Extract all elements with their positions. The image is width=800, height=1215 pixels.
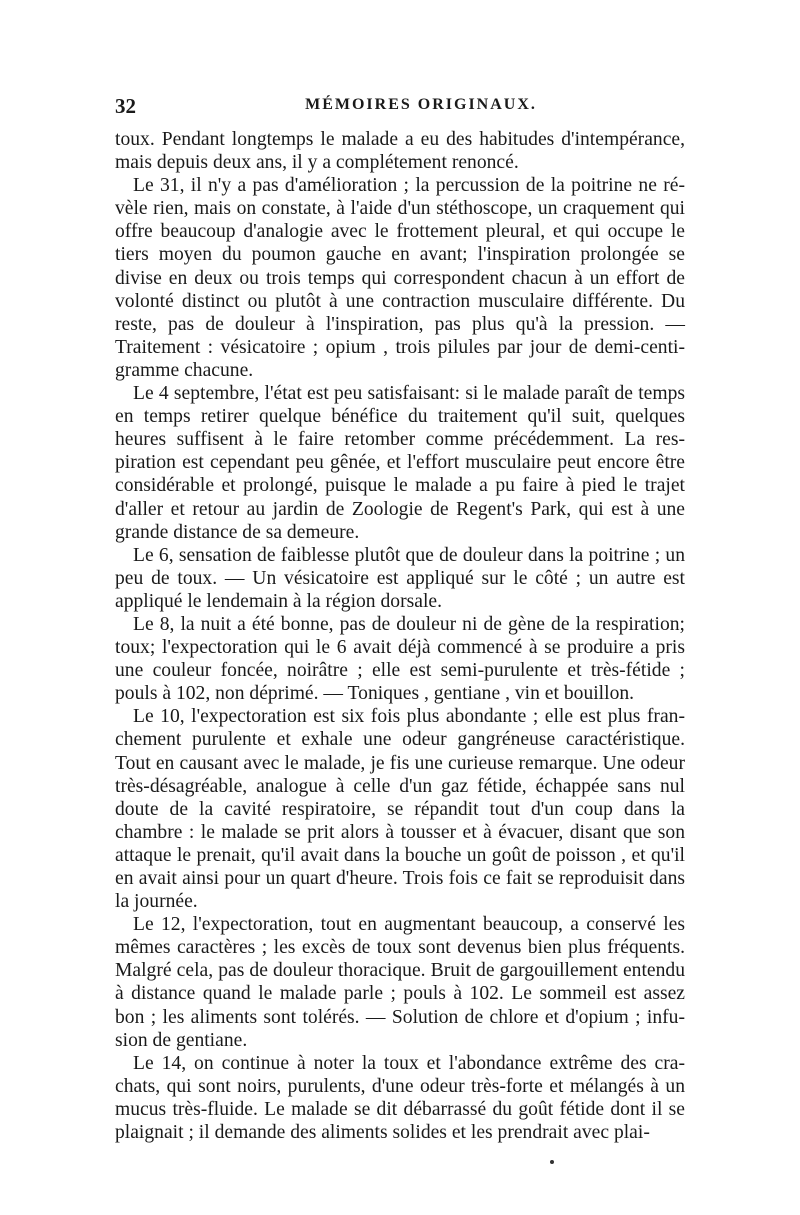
paragraph-14: Le 14, on continue à noter la toux et l'abondance extrême des crachats, qui sont noirs, purulents, d'une odeur très-forte et mélangés à un mucus très-fluide. Le malade se dit débarrassé du goût fétide dont il se plaignait ; il demande des aliments solides et les prendrait avec plai- <box>115 1052 685 1144</box>
paragraph-continuation: toux. Pendant longtemps le malade a eu des habitudes d'intempérance, mais depuis deux ans, il y a complétement renoncé. <box>115 129 685 174</box>
body-text <box>115 128 685 1144</box>
page-number: 32 <box>115 94 136 118</box>
print-speck <box>550 1160 554 1164</box>
paragraph-31: Le 31, il n'y a pas d'amélioration ; la percussion de la poitrine ne révèle rien, mais on constate, à l'aide d'un stéthoscope, un craquement qui offre beaucoup d'analogie avec le frottement pleural, et qui occupe le tiers moyen du poumon gauche en avant; l'inspiration prolongée se divise en deux ou trois temps qui correspondent chacun à un effort de volonté distinct ou plutôt à une contraction musculaire différente. Du reste, pas de douleur à l'inspiration, pas plus qu'à la pression. — Traitement : vésicatoire ; opium , trois pilules par jour de demi-centigramme chacune. <box>115 175 685 381</box>
paragraph-4-septembre: Le 4 septembre, l'état est peu satisfaisant: si le malade paraît de temps en temps retirer quelque bénéfice du traitement qu'il suit, quelques heures suffisent à le faire retomber comme précédemment. La respiration est cependant peu gênée, et l'effort musculaire peut encore être considérable et prolongé, puisque le malade a pu faire à pied le trajet d'aller et retour au jardin de Zoologie de Regent's Park, qui est à une grande distance de sa demeure. <box>115 383 685 543</box>
running-title: MÉMOIRES ORIGINAUX. <box>305 96 537 113</box>
page-header <box>115 94 687 122</box>
paragraph-8: Le 8, la nuit a été bonne, pas de douleur ni de gène de la respiration; toux; l'expectoration qui le 6 avait déjà commencé à se produire a pris une couleur foncée, noirâtre ; elle est semi-purulente et très-fétide ; pouls à 102, non déprimé. — Toniques , gentiane , vin et bouillon. <box>115 613 685 705</box>
paragraph-6: Le 6, sensation de faiblesse plutôt que de douleur dans la poitrine ; un peu de toux. — Un vésicatoire est appliqué sur le côté ; un autre est appliqué le lendemain à la région dorsale. <box>115 544 685 612</box>
paragraph-12: Le 12, l'expectoration, tout en augmentant beaucoup, a conservé les mêmes caractères ; les excès de toux sont devenus bien plus fréquents. Malgré cela, pas de douleur thoracique. Bruit de gargouillement entendu à distance quand le malade parle ; pouls à 102. Le sommeil est assez bon ; les aliments sont tolérés. — Solution de chlore et d'opium ; infusion de gentiane. <box>115 914 685 1051</box>
paragraph-10: Le 10, l'expectoration est six fois plus abondante ; elle est plus franchement purulente et exhale une odeur gangréneuse caractéristique. Tout en causant avec le malade, je fis une curieuse remarque. Une odeur très-désagréable, analogue à celle d'un gaz fétide, échappée sans nul doute de la cavité respiratoire, se répandit tout d'un coup dans la chambre : le malade se prit alors à tousser et à évacuer, disant que son attaque le prenait, qu'il avait dans la bouche un goût de poisson , et qu'il en avait ainsi pour un quart d'heure. Trois fois ce fait se reproduisit dans la journée. <box>115 706 685 913</box>
